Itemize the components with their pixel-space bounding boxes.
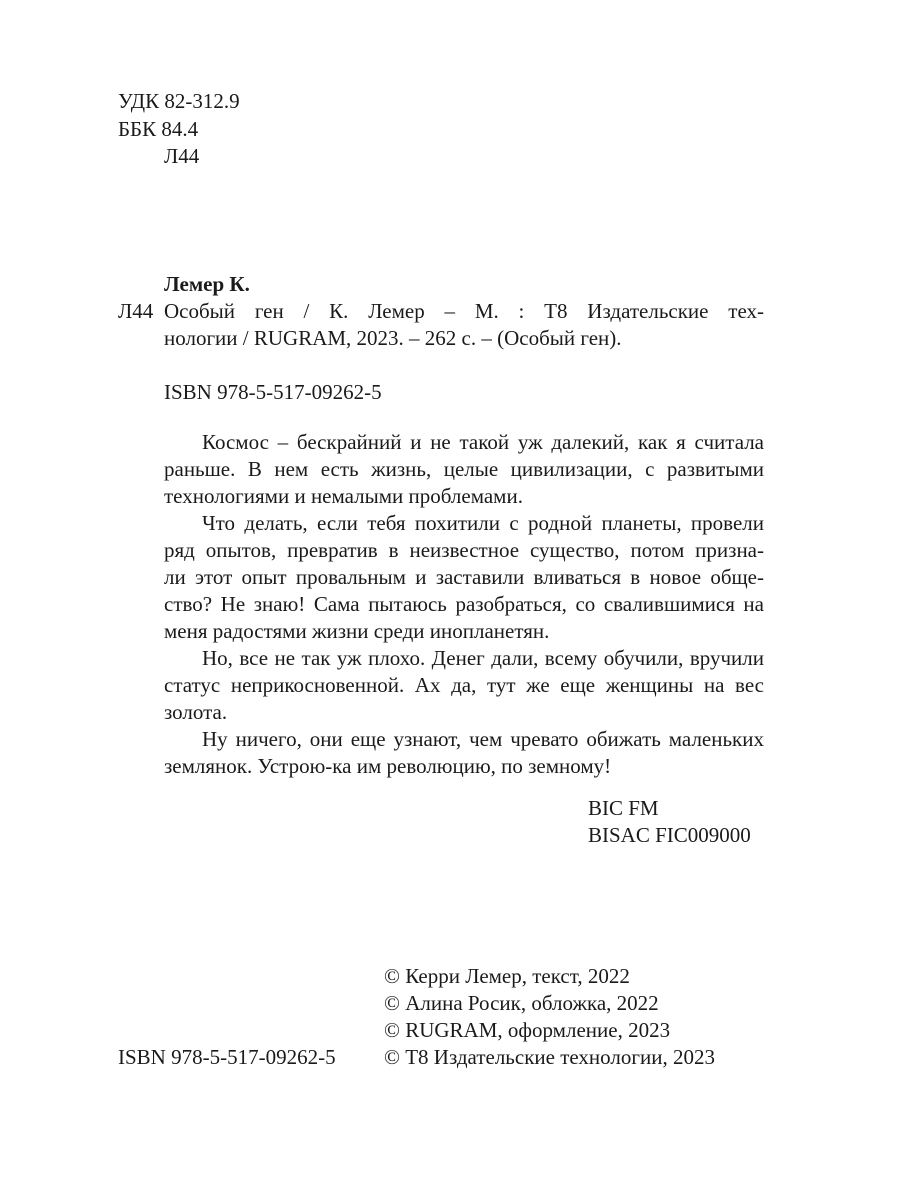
- copyright-line: © RUGRAM, оформление, 2023: [384, 1018, 671, 1042]
- annotation-paragraph: [164, 429, 764, 510]
- bibliographic-description: [164, 298, 764, 352]
- annotation-line: раньше. В нем есть жизнь, целые цивилизации, с развитыми: [164, 457, 764, 481]
- annotation-line: статус неприкосновенной. Ах да, тут же еще женщины на вес: [164, 673, 764, 697]
- author-heading: Лемер К.: [164, 272, 250, 296]
- bbk-code: ББК 84.4: [118, 117, 199, 141]
- copyright-notices: [384, 963, 715, 1071]
- footer-isbn: ISBN 978-5-517-09262-5: [118, 1045, 336, 1069]
- udk-code: УДК 82-312.9: [118, 89, 240, 113]
- author-mark: Л44: [164, 144, 200, 168]
- annotation-line: ли этот опыт провальным и заставили вливаться в новое обще-: [164, 565, 764, 589]
- annotation-line: золота.: [164, 700, 228, 724]
- annotation-line: Но, все не так уж плохо. Денег дали, всему обучили, вручили: [202, 646, 764, 670]
- annotation-paragraph: [164, 510, 764, 645]
- annotation: [164, 429, 764, 780]
- bic-code: BIC FM: [588, 796, 659, 820]
- description-line: нологии / RUGRAM, 2023. – 262 с. – (Особый ген).: [164, 326, 622, 350]
- annotation-paragraph: [164, 726, 764, 780]
- annotation-paragraph: [164, 645, 764, 726]
- annotation-line: технологиями и немалыми проблемами.: [164, 484, 523, 508]
- description-line: Особый ген / К. Лемер – М. : Т8 Издательские тех-: [164, 299, 764, 323]
- bisac-code: BISAC FIC009000: [588, 823, 751, 847]
- subject-codes: [588, 795, 751, 849]
- annotation-line: ство? Не знаю! Сама пытаюсь разобраться, со свалившимися на: [164, 592, 764, 616]
- copyright-line: © Алина Росик, обложка, 2022: [384, 991, 659, 1015]
- copyright-line: © Т8 Издательские технологии, 2023: [384, 1045, 715, 1069]
- annotation-line: меня радостями жизни среди инопланетян.: [164, 619, 550, 643]
- annotation-line: землянок. Устрою-ка им революцию, по земному!: [164, 754, 612, 778]
- annotation-line: Космос – бескрайний и не такой уж далекий, как я считала: [202, 430, 764, 454]
- record-isbn: ISBN 978-5-517-09262-5: [164, 380, 382, 404]
- annotation-line: Ну ничего, они еще узнают, чем чревато обижать маленьких: [202, 727, 764, 751]
- annotation-line: ряд опытов, превратив в неизвестное существо, потом призна-: [164, 538, 764, 562]
- record-author-mark: Л44: [118, 299, 154, 323]
- annotation-line: Что делать, если тебя похитили с родной планеты, провели: [202, 511, 764, 535]
- copyright-line: © Керри Лемер, текст, 2022: [384, 964, 630, 988]
